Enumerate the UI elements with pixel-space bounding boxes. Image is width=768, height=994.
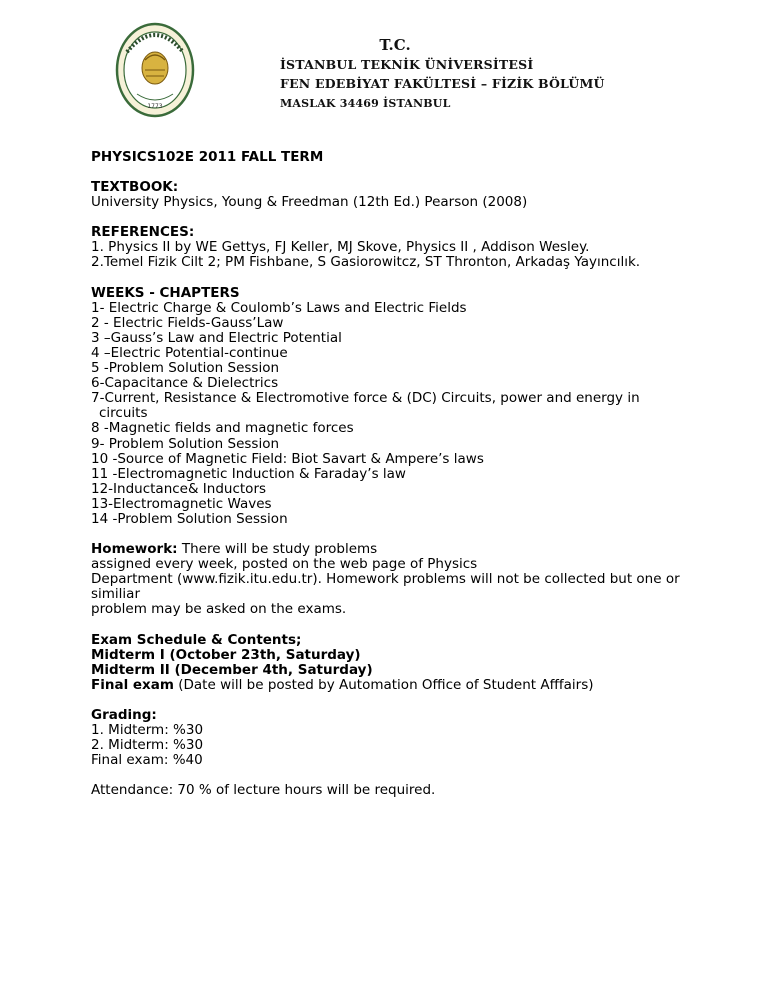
grading-item: 2. Midterm: %30: [91, 737, 204, 754]
homework-line: similiar: [91, 586, 141, 603]
midterm1: Midterm I (October 23th, Saturday): [91, 646, 361, 663]
grading-heading: Grading:: [91, 706, 157, 723]
week-item: 6-Capacitance & Dielectrics: [91, 375, 279, 392]
homework-label: Homework:: [91, 541, 178, 558]
final-exam-line: [91, 678, 711, 693]
textbook-heading: TEXTBOOK:: [91, 179, 179, 196]
grading-item: Final exam: %40: [91, 752, 203, 769]
course-title: PHYSICS102E 2011 FALL TERM: [91, 149, 324, 165]
week-item: 11 -Electromagnetic Induction & Faraday’s law: [91, 465, 406, 482]
reference-item: 1. Physics II by WE Gettys, FJ Keller, MJ Skove, Physics II , Addison Wesley.: [91, 239, 590, 256]
textbook-text: University Physics, Young & Freedman (12th Ed.) Pearson (2008): [91, 194, 528, 211]
week-item: 14 -Problem Solution Session: [91, 510, 288, 527]
syllabus-body: [91, 150, 711, 798]
week-item: 5 -Problem Solution Session: [91, 360, 280, 377]
exam-heading: Exam Schedule & Contents;: [91, 631, 302, 648]
attendance-text: Attendance: 70 % of lecture hours will be required.: [91, 782, 436, 799]
homework-text: There will be study problems: [177, 541, 378, 558]
week-item: 8 -Magnetic fields and magnetic forces: [91, 420, 354, 437]
week-item: 2 - Electric Fields-Gauss’Law: [91, 314, 284, 331]
week-item: 9- Problem Solution Session: [91, 435, 280, 452]
week-item: 10 -Source of Magnetic Field: Biot Savart & Ampere’s laws: [91, 450, 484, 467]
week-item: 12-Inductance& Inductors: [91, 480, 267, 497]
university-seal-logo: [115, 22, 195, 118]
letterhead-faculty: FEN EDEBİYAT FAKÜLTESİ – FİZİK BÖLÜMÜ: [280, 76, 605, 91]
final-exam-label: Final exam: [91, 676, 174, 693]
homework-line: [91, 542, 711, 557]
letterhead-university: İSTANBUL TEKNİK ÜNİVERSİTESİ: [280, 57, 534, 72]
references-heading: REFERENCES:: [91, 224, 195, 241]
week-item: 13-Electromagnetic Waves: [91, 495, 272, 512]
week-item: 1- Electric Charge & Coulomb’s Laws and Electric Fields: [91, 299, 467, 316]
weeks-heading: WEEKS - CHAPTERS: [91, 284, 240, 301]
week-item: 4 –Electric Potential-continue: [91, 344, 288, 361]
homework-line: problem may be asked on the exams.: [91, 601, 347, 618]
week-item-continuation: circuits: [99, 405, 148, 422]
week-item: 3 –Gauss’s Law and Electric Potential: [91, 329, 342, 346]
homework-line: assigned every week, posted on the web page of Physics: [91, 556, 478, 573]
letterhead-tc: T.C.: [379, 36, 411, 54]
reference-item: 2.Temel Fizik Cilt 2; PM Fishbane, S Gasiorowitcz, ST Thronton, Arkadaş Yayıncılık.: [91, 254, 641, 271]
week-item: 7-Current, Resistance & Electromotive force & (DC) Circuits, power and energy in: [91, 390, 640, 407]
midterm2: Midterm II (December 4th, Saturday): [91, 661, 373, 678]
letterhead-address: MASLAK 34469 İSTANBUL: [280, 97, 451, 110]
seal-year: 1773: [147, 103, 163, 110]
grading-item: 1. Midterm: %30: [91, 722, 204, 738]
homework-line: Department (www.fizik.itu.edu.tr). Homework problems will not be collected but one or: [91, 571, 680, 588]
final-exam-text: (Date will be posted by Automation Office of Student Afffairs): [173, 676, 594, 693]
letterhead: [280, 36, 605, 115]
